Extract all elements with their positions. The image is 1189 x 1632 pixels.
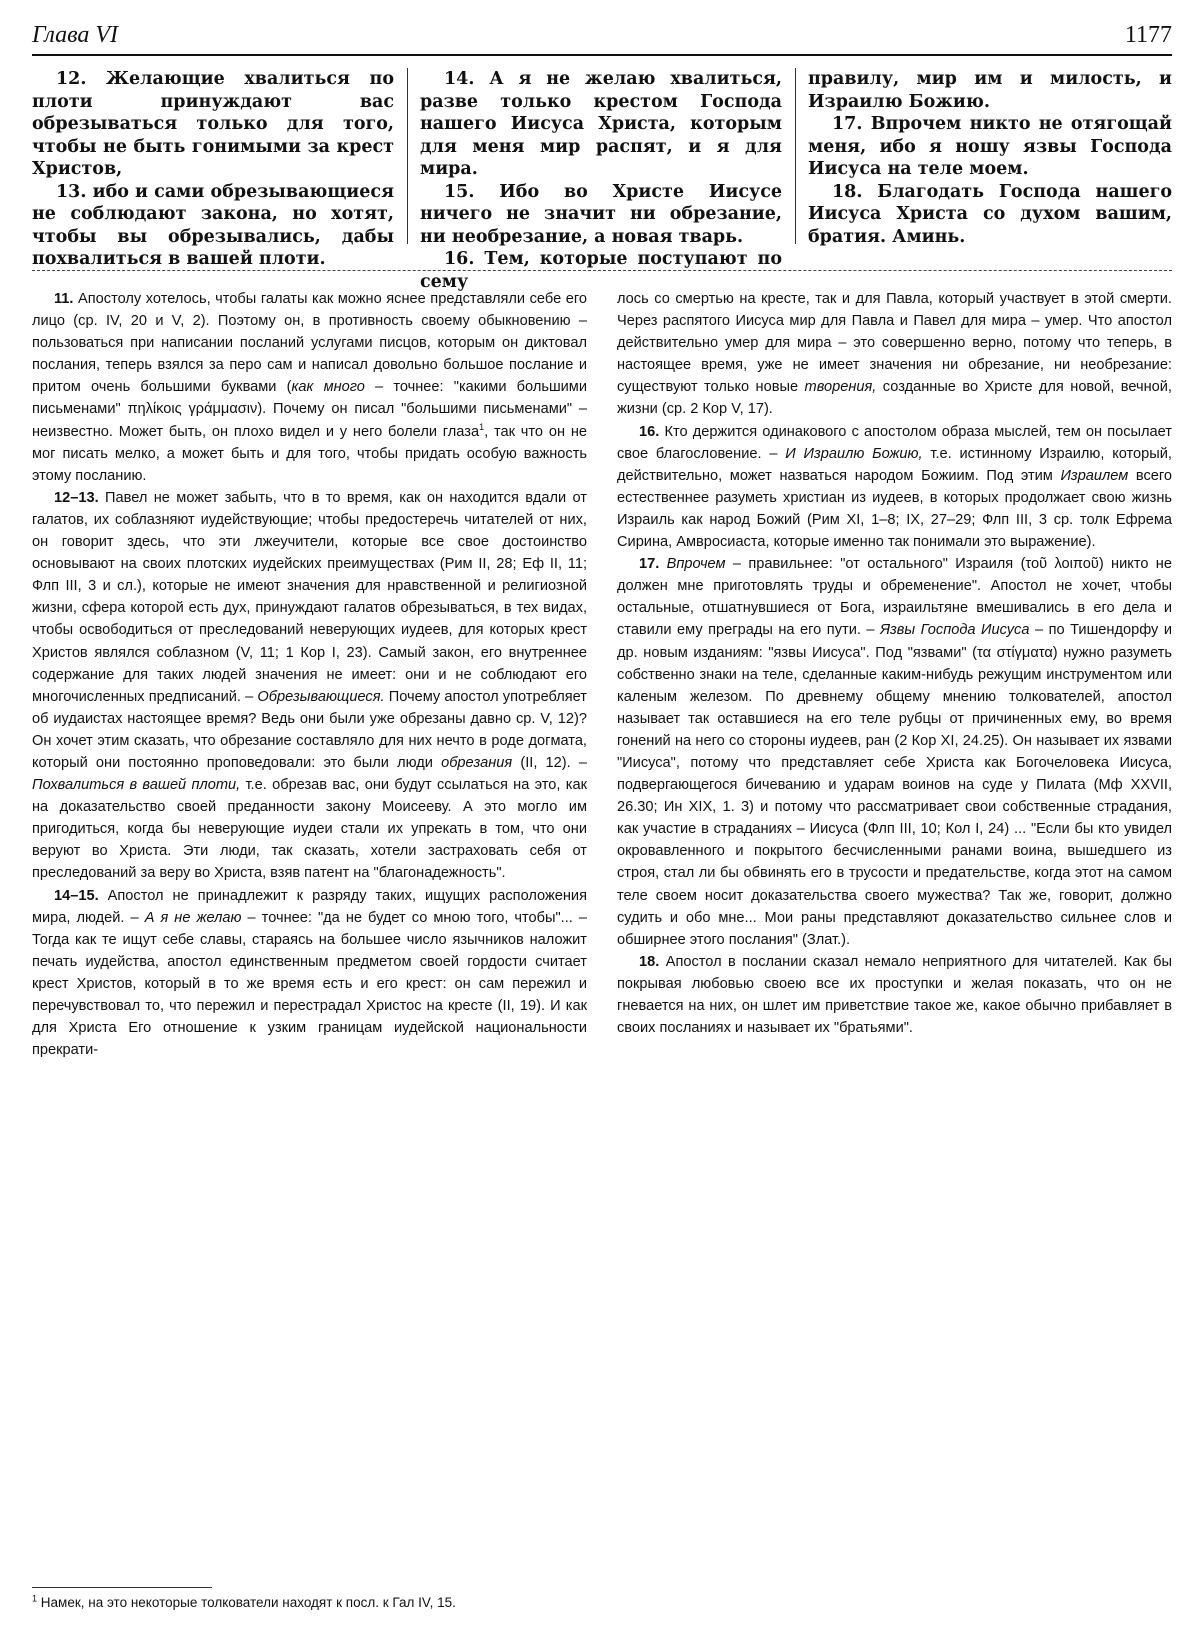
commentary-14-15: 14–15. Апостол не принадлежит к разряду таких, ищущих расположения мира, людей. – А я не желаю – точнее: "да не будет со мною того, чтобы"... – Тогда как те ищут себе славы, стараясь на большее число язычников наложит печать иудейства, апостол единственным предметом своей гордости считает крест Христов, который в то же время есть и его крест: он сам пережил и перечувствовал то, что пережил и перестрадал Христос на кресте (II, 19). И как для Христа Его отношение к узким границам иудейской национальности прекрати- xyxy=(32,887,588,1059)
column-divider xyxy=(795,68,796,244)
verse-column-3 xyxy=(808,68,1172,248)
commentary-11: 11. Апостолу хотелось, чтобы галаты как можно яснее представляли себе его лицо (ср. IV, 20 и V, 2). Поэтому он, в противность своему обыкновению – пользоваться при написании посланий услугами писцов, которым он диктовал послания, теперь взялся за перо сам и написал довольно большое послание и притом очень большими буквами (как много – точнее: "какими большими письменами" πηλίκοις γράμμασιν). Почему он писал "большими письменами" – неизвестно. Может быть, он плохо видел и у него болели глаза$^1$, так что он не мог писать мелко, а может быть и для того, чтобы придать особую важность этому посланию. xyxy=(32,291,587,484)
verse-14: 14. А я не желаю хвалиться, разве только крестом Господа нашего Иисуса Христа, которым для меня мир распят, и я для мира. xyxy=(420,69,782,179)
footnote-mark: 1 xyxy=(32,1593,38,1604)
verse-15: 15. Ибо во Христе Иисусе ничего не значит ни обрезание, ни необрезание, а новая тварь. xyxy=(420,181,782,247)
verse-column-1 xyxy=(32,68,394,269)
running-header xyxy=(32,18,1172,56)
column-divider xyxy=(407,68,408,244)
section-divider xyxy=(32,270,1172,271)
verse-column-2 xyxy=(420,68,782,292)
commentary-left-column xyxy=(32,288,587,1061)
footnote-rule xyxy=(32,1587,212,1588)
commentary-12-13: 12–13. Павел не может забыть, что в то время, как он находится вдали от галатов, их соблазняют иудействующие; чтобы предостеречь читателей от них, он говорит здесь, что эти лжеучители, которые все свое достоинство основывают на своих плотских иудейских преимуществах (Рим II, 28; Еф II, 11; Флп III, 3 и сл.), которые не имеют значения для нравственной и религиозной жизни, сфера которой есть дух, принуждают галатов обрезываться, в тех видах, чтобы освободиться от преследований неверующих иудеев, для которых крест Христов являлся соблазном (V, 11; 1 Кор I, 23). Самый закон, его внутреннее содержание для таких людей значения не имеет: они и не соблюдают его многочисленных предписаний. – Обрезывающиеся. Почему апостол употребляет об иудаистах настоящее время? Ведь они были уже обрезаны давно ср. V, 12)? Он хочет этим сказать, что обрезание составляло для них нечто в роде догмата, который они постоянно проповедовали: это были люди обрезания (II, 12). – Похвалиться в вашей плоти, т.е. обрезав вас, они будут ссылаться на это, как на доказательство своей преданности закону Моисееву. А это могло им пригодиться, когда бы неверующие иудеи стали их упрекать в том, что они веруют во Христа. Эти люди, так сказать, хотели застраховать себя от преследований за веру во Христа, взяв патент на "благонадежность". xyxy=(32,489,587,882)
scripture-text xyxy=(32,68,1172,292)
commentary-18: 18. Апостол в послании сказал немало неприятного для читателей. Как бы покрывая любовью своею все их проступки и желая показать, что он не гневается на них, он шлет им приветствие такое же, какое обычно прибавляет в своих посланиях и называет их "братьями". xyxy=(617,953,1172,1037)
page-number: 1177 xyxy=(1124,22,1172,48)
verse-16-continuation: правилу, мир им и милость, и Израилю Божию. xyxy=(808,69,1172,112)
footnote-ref[interactable]: 1 xyxy=(479,421,485,432)
commentary-14-15-continuation: лось со смертью на кресте, так и для Павла, который участвует в этой смерти. Через распятого Иисуса мир для Павла и Павел для мира – умер. Что апостол действительно умер для мира – это совершенно верно, потому что теперь, в настоящее время, уже не имеет значения ни обрезание, ни необрезание: существуют только новые творения, созданные во Христе для новой, вечной, жизни (ср. 2 Кор V, 17). xyxy=(617,291,1172,418)
verse-18: 18. Благодать Господа нашего Иисуса Христа со духом вашим, братия. Аминь. xyxy=(808,181,1172,247)
verse-13: 13. ибо и сами обрезывающиеся не соблюдают закона, но хотят, чтобы вы обрезывались, дабы похвалиться в вашей плоти. xyxy=(32,181,394,269)
verse-12: 12. Желающие хвалиться по плоти принуждают вас обрезываться только для того, чтобы не быть гонимыми за крест Христов, xyxy=(32,69,394,179)
commentary-16: 16. Кто держится одинакового с апостолом образа мыслей, тем он посылает свое благословение. – И Израилю Божию, т.е. истинному Израилю, который, действительно, может назваться народом Божиим. Под этим Израилем всего естественнее разуметь христиан из иудеев, в которых продолжает свою жизнь Израиль как народ Божий (Рим XI, 1–8; IX, 27–29; Флп III, 3 ср. толк Ефрема Сирина, Амвросиаста, которые именно так понимали это выражение). xyxy=(617,423,1172,551)
commentary-right-column xyxy=(617,288,1172,1039)
verse-16: 16. Тем, которые поступают по сему xyxy=(420,249,782,292)
footnote-text: Намек, на это некоторые толкователи находят к посл. к Гал IV, 15. xyxy=(40,1595,456,1610)
commentary-17: 17. Впрочем – правильнее: "от остального" Израиля (τοῦ λοιποῦ) никто не должен мне приготовлять труды и обременение". Апостол не хочет, чтобы остальные, отшатнувшиеся от Бога, израильтяне вмешивались в его дела и ставили ему преграды на его пути. – Язвы Господа Иисуса – по Тишендорфу и др. новым изданиям: "язвы Иисуса". Под "язвами" (τα στίγματα) нужно разуметь собственно знаки на теле, сделанные каким-нибудь режущим инструментом или каленым железом. По древнему общему мнению толкователей, апостол называет так оставшиеся на его теле рубцы от причиненных ему, во время гонений на него со стороны иудеев, ран (2 Кор XI, 24.25). Он называет их язвами "Иисуса", потому что представляет себе Христа как Богочеловека Иисуса, подвергающегося бичеванию и ударам воинов на суде у Пилата (Мф XXVII, 26.30; Ин XIX, 1. 3) и потому что рассматривает свои собственные страдания, как участие в страданиях – Иисуса (Флп III, 10; Кол I, 24) ... "Если бы кто увидел окровавленного и покрытого бесчисленными ранами воина, вышедшего из строя, стал ли бы обвинять его в трусости и предательстве, когда этот на самом теле своем носит доказательства своего мужества? Так же, говорит, должно судить и обо мне... Мои раны представляют доказательство сильнее слов и обширнее этого послания" (Злат.). xyxy=(617,556,1173,948)
verse-17: 17. Впрочем никто не отягощай меня, ибо я ношу язвы Господа Иисуса на теле моем. xyxy=(808,114,1172,179)
chapter-title: Глава VI xyxy=(32,22,119,48)
footnote xyxy=(32,1594,932,1612)
